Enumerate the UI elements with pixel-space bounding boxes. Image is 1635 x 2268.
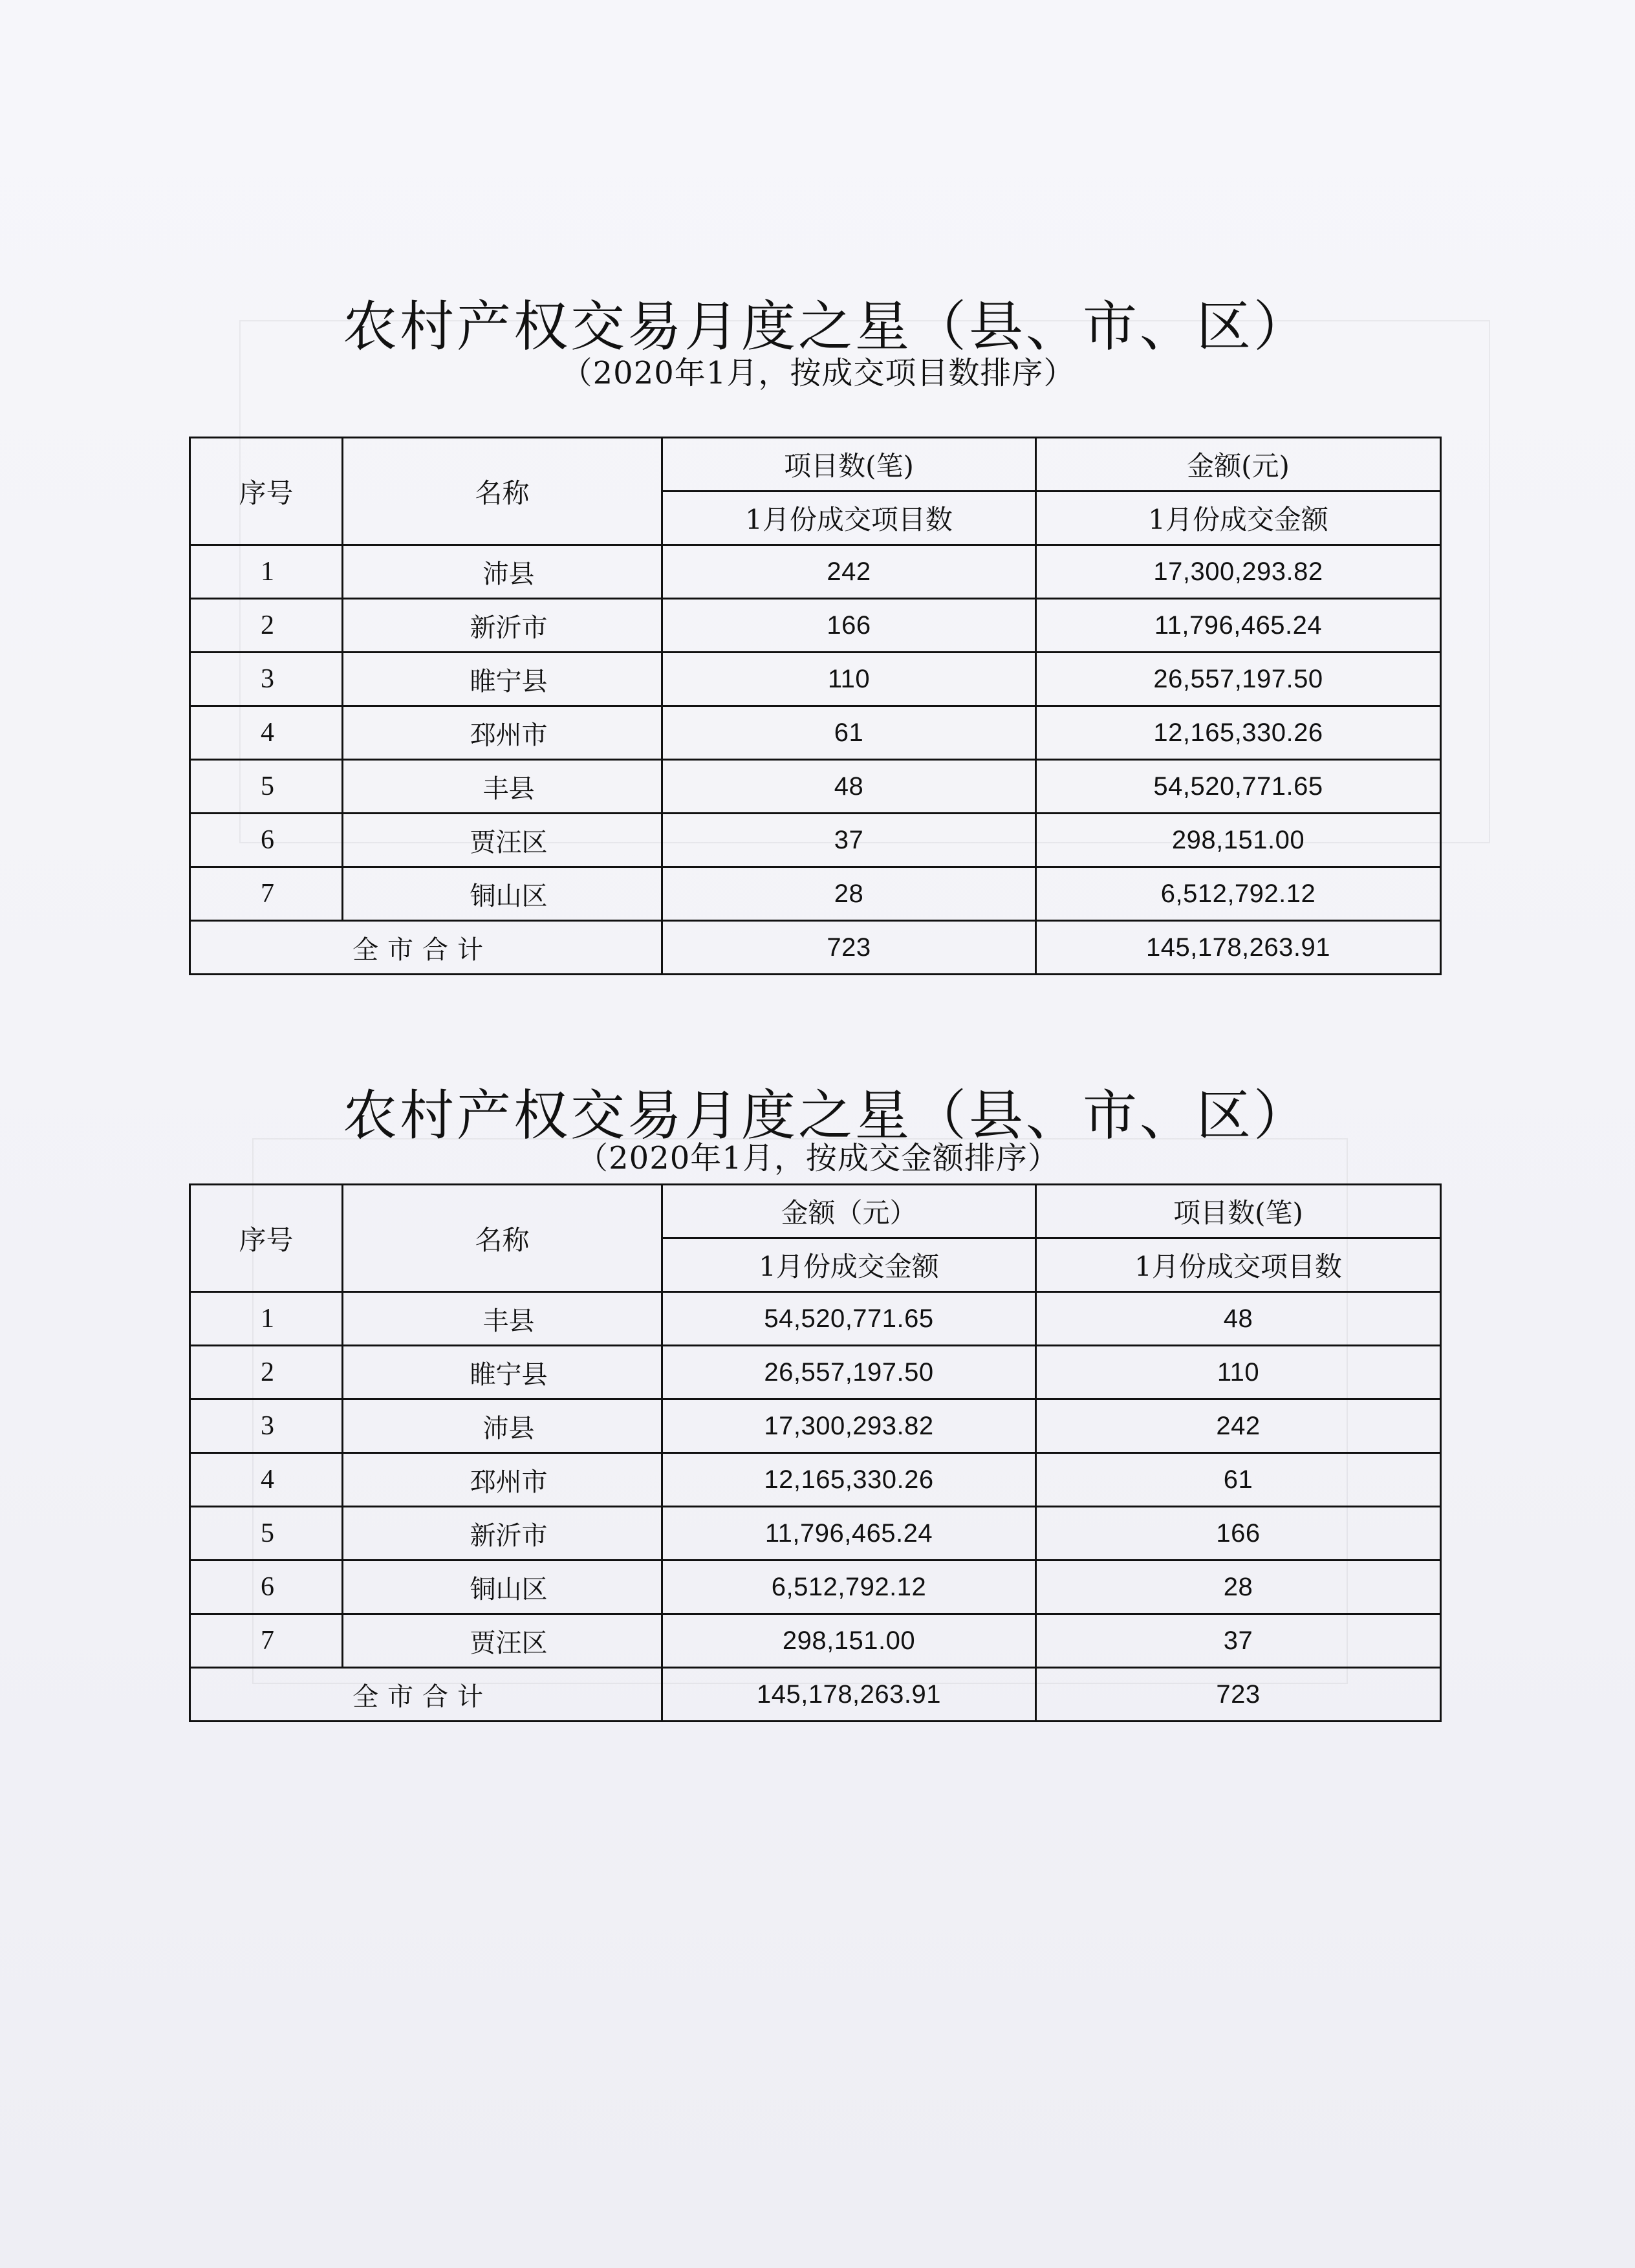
row-col4: 48 <box>1036 1292 1441 1346</box>
row-name: 新沂市 <box>343 599 662 653</box>
row-col4: 166 <box>1036 1507 1441 1561</box>
total-col4: 723 <box>1036 1668 1441 1722</box>
table-row <box>190 706 1441 760</box>
header-name: 名称 <box>343 1185 662 1292</box>
row-name: 丰县 <box>343 1292 662 1346</box>
row-index: 3 <box>190 1399 343 1453</box>
row-col4: 11,796,465.24 <box>1036 599 1441 653</box>
row-col4: 6,512,792.12 <box>1036 867 1441 921</box>
row-col3: 61 <box>662 706 1036 760</box>
table-row <box>190 653 1441 706</box>
row-col4: 12,165,330.26 <box>1036 706 1441 760</box>
row-col4: 298,151.00 <box>1036 814 1441 867</box>
table-row <box>190 760 1441 814</box>
table-row <box>190 1614 1441 1668</box>
row-name: 沛县 <box>343 545 662 599</box>
header-col3-top: 金额（元） <box>662 1185 1036 1238</box>
row-col3: 26,557,197.50 <box>662 1346 1036 1399</box>
row-name: 睢宁县 <box>343 653 662 706</box>
row-index: 3 <box>190 653 343 706</box>
row-col4: 26,557,197.50 <box>1036 653 1441 706</box>
row-col3: 242 <box>662 545 1036 599</box>
ranking-table-by-amount <box>189 1183 1442 1722</box>
total-col3: 145,178,263.91 <box>662 1668 1036 1722</box>
header-col4-bottom: 1月份成交项目数 <box>1036 1238 1441 1292</box>
table-title: 农村产权交易月度之星（县、市、区） <box>343 295 1311 358</box>
header-name: 名称 <box>343 438 662 545</box>
total-label: 全市合计 <box>190 1668 662 1722</box>
row-name: 铜山区 <box>343 1561 662 1614</box>
table-row <box>190 1292 1441 1346</box>
header-col4-top: 金额(元) <box>1036 438 1441 491</box>
table-row <box>190 545 1441 599</box>
table-row <box>190 1399 1441 1453</box>
header-col3-top: 项目数(笔) <box>662 438 1036 491</box>
row-index: 5 <box>190 760 343 814</box>
table-row <box>190 1453 1441 1507</box>
row-col3: 12,165,330.26 <box>662 1453 1036 1507</box>
row-col4: 110 <box>1036 1346 1441 1399</box>
row-index: 6 <box>190 814 343 867</box>
table-row <box>190 599 1441 653</box>
row-col4: 61 <box>1036 1453 1441 1507</box>
row-name: 新沂市 <box>343 1507 662 1561</box>
row-index: 1 <box>190 545 343 599</box>
table-row <box>190 814 1441 867</box>
row-index: 7 <box>190 867 343 921</box>
row-name: 邳州市 <box>343 1453 662 1507</box>
row-index: 4 <box>190 706 343 760</box>
row-col3: 28 <box>662 867 1036 921</box>
row-name: 丰县 <box>343 760 662 814</box>
row-col4: 17,300,293.82 <box>1036 545 1441 599</box>
row-col4: 37 <box>1036 1614 1441 1668</box>
header-col4-top: 项目数(笔) <box>1036 1185 1441 1238</box>
row-col4: 242 <box>1036 1399 1441 1453</box>
table-row <box>190 867 1441 921</box>
row-col3: 37 <box>662 814 1036 867</box>
row-index: 4 <box>190 1453 343 1507</box>
row-index: 2 <box>190 599 343 653</box>
total-row <box>190 1668 1441 1722</box>
total-col3: 723 <box>662 921 1036 975</box>
header-index: 序号 <box>190 438 343 545</box>
header-col3-bottom: 1月份成交金额 <box>662 1238 1036 1292</box>
row-col3: 166 <box>662 599 1036 653</box>
row-index: 2 <box>190 1346 343 1399</box>
row-name: 铜山区 <box>343 867 662 921</box>
table-subtitle: （2020年1月，按成交项目数排序） <box>561 355 1076 391</box>
row-index: 5 <box>190 1507 343 1561</box>
row-index: 7 <box>190 1614 343 1668</box>
total-row <box>190 921 1441 975</box>
table-row <box>190 1507 1441 1561</box>
total-col4: 145,178,263.91 <box>1036 921 1441 975</box>
table-subtitle: （2020年1月，按成交金额排序） <box>577 1140 1059 1176</box>
row-name: 贾汪区 <box>343 814 662 867</box>
row-col3: 54,520,771.65 <box>662 1292 1036 1346</box>
row-col4: 28 <box>1036 1561 1441 1614</box>
row-col3: 17,300,293.82 <box>662 1399 1036 1453</box>
row-name: 睢宁县 <box>343 1346 662 1399</box>
header-row-top <box>190 1185 1441 1238</box>
table-row <box>190 1346 1441 1399</box>
header-col3-bottom: 1月份成交项目数 <box>662 491 1036 545</box>
table-title: 农村产权交易月度之星（县、市、区） <box>343 1084 1311 1147</box>
row-name: 沛县 <box>343 1399 662 1453</box>
row-name: 贾汪区 <box>343 1614 662 1668</box>
header-col4-bottom: 1月份成交金额 <box>1036 491 1441 545</box>
row-index: 1 <box>190 1292 343 1346</box>
row-col3: 298,151.00 <box>662 1614 1036 1668</box>
row-col4: 54,520,771.65 <box>1036 760 1441 814</box>
row-col3: 48 <box>662 760 1036 814</box>
header-row-top <box>190 438 1441 491</box>
row-col3: 11,796,465.24 <box>662 1507 1036 1561</box>
row-col3: 110 <box>662 653 1036 706</box>
total-label: 全市合计 <box>190 921 662 975</box>
row-index: 6 <box>190 1561 343 1614</box>
row-col3: 6,512,792.12 <box>662 1561 1036 1614</box>
table-row <box>190 1561 1441 1614</box>
ranking-table-by-count <box>189 437 1442 975</box>
header-index: 序号 <box>190 1185 343 1292</box>
row-name: 邳州市 <box>343 706 662 760</box>
